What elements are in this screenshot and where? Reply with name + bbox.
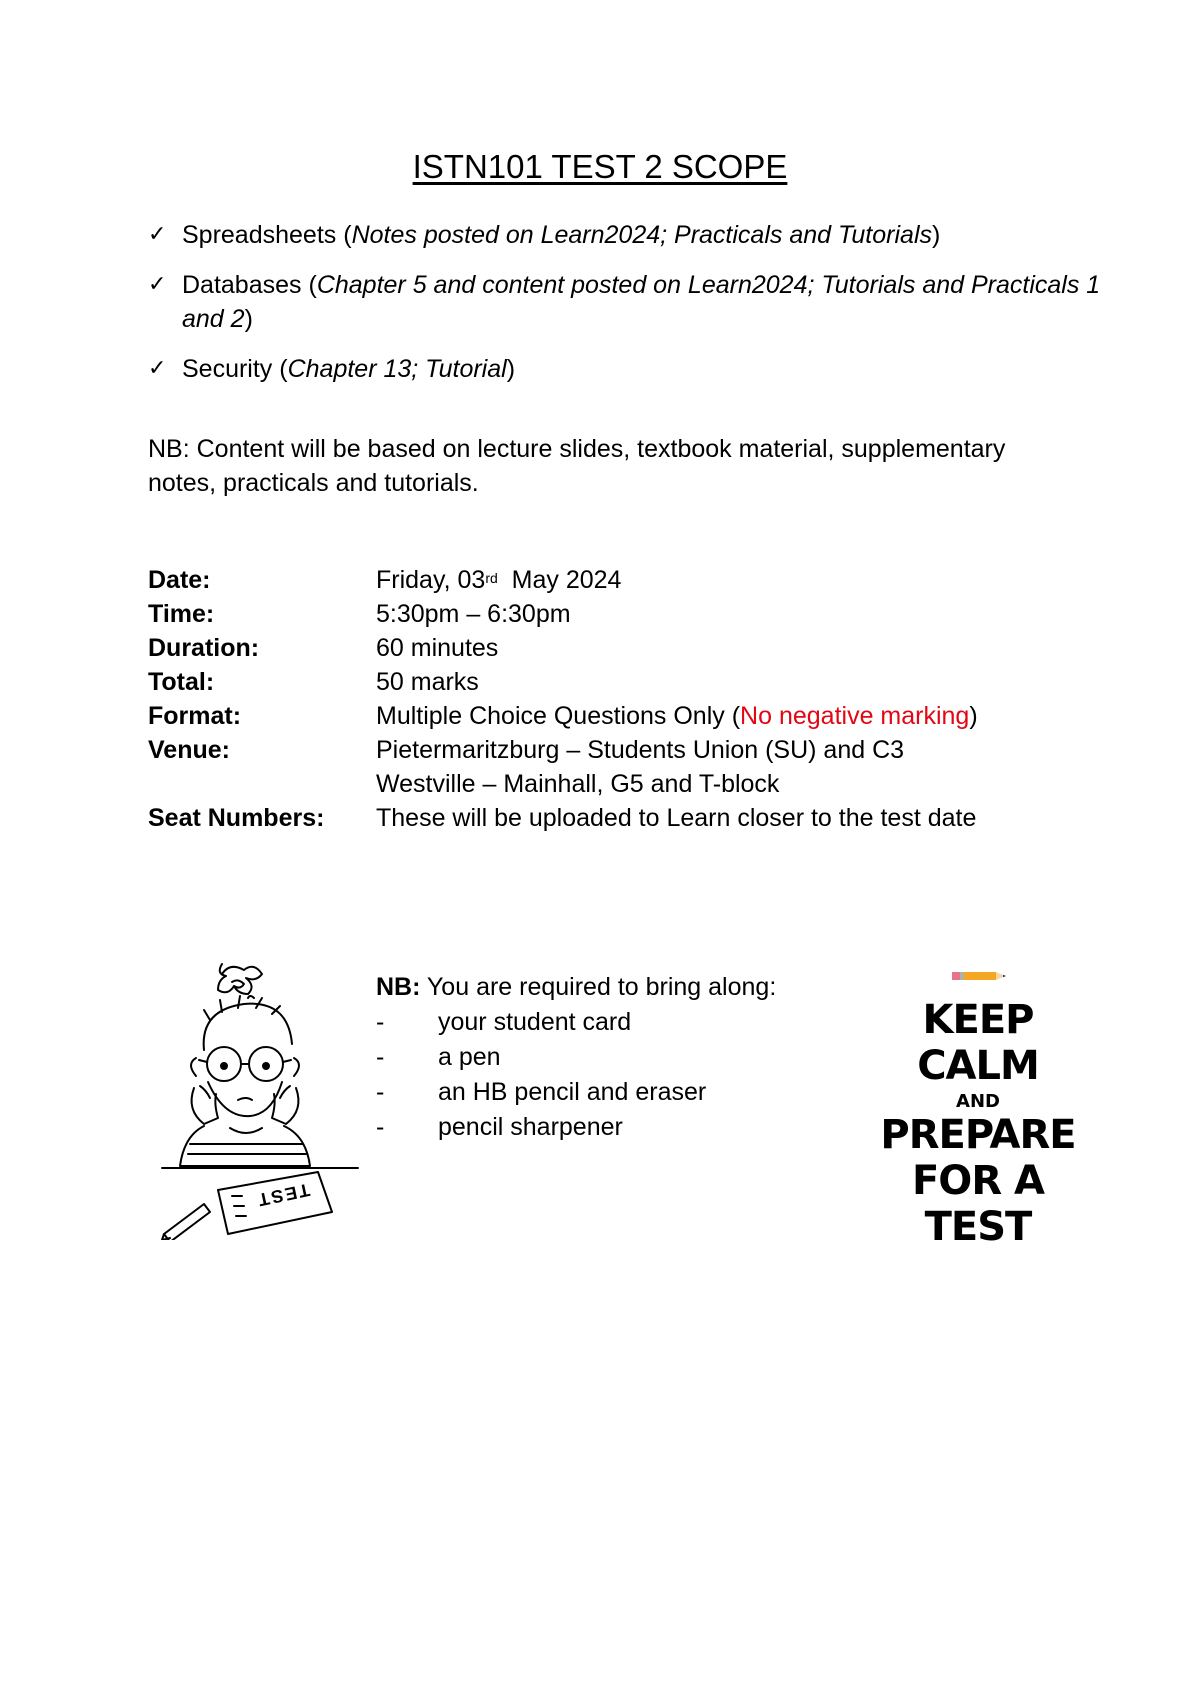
- topic-list: [148, 218, 1108, 402]
- venue-line-westville: Westville – Mainhall, G5 and T-block: [376, 770, 780, 798]
- topic-item-security: [148, 352, 1108, 386]
- dash-bullet: -: [376, 1008, 385, 1036]
- bring-item-text: your student card: [438, 1008, 632, 1036]
- paren-close: ): [932, 221, 941, 249]
- format-label: Format:: [148, 702, 242, 730]
- total-value: 50 marks: [376, 668, 479, 696]
- format-highlight: No negative marking: [740, 702, 970, 730]
- duration-value: 60 minutes: [376, 634, 499, 662]
- date-month-year: May 2024: [497, 566, 622, 594]
- detail-row-time: [148, 597, 1136, 631]
- topic-name: Spreadsheets: [182, 221, 337, 249]
- paren-open: (: [301, 271, 317, 299]
- check-icon: ✓: [148, 356, 167, 381]
- stressed-student-illustration: [160, 958, 360, 1240]
- poster-line-prepare: PREPARE: [880, 1112, 1076, 1158]
- date-day: Friday, 03: [376, 566, 486, 594]
- dash-bullet: -: [376, 1078, 385, 1106]
- seat-value: These will be uploaded to Learn closer to the test date: [376, 804, 977, 832]
- topic-name: Databases: [182, 271, 302, 299]
- total-label: Total:: [148, 668, 215, 696]
- bring-item: [376, 1075, 776, 1110]
- dash-bullet: -: [376, 1113, 385, 1141]
- format-value: [376, 699, 1136, 733]
- bring-intro: You are required to bring along:: [420, 973, 777, 1001]
- topic-detail: Chapter 13; Tutorial: [287, 355, 507, 383]
- date-value: [376, 563, 1136, 597]
- time-value: 5:30pm – 6:30pm: [376, 600, 571, 628]
- poster-line-calm: CALM: [917, 1043, 1039, 1089]
- format-text: Multiple Choice Questions Only (: [376, 702, 741, 730]
- poster-line-and: AND: [956, 1091, 1000, 1112]
- date-suffix: rd: [485, 570, 498, 586]
- topic-detail: Chapter 5 and content posted on Learn2024; Tutorials and Practicals 1 and 2: [182, 271, 1101, 333]
- pencil-icon: [950, 968, 1010, 984]
- dash-bullet: -: [376, 1043, 385, 1071]
- bring-item: [376, 1040, 776, 1075]
- bring-heading: [376, 970, 776, 1005]
- paren-close: ): [244, 305, 253, 333]
- seat-label: Seat Numbers:: [148, 804, 325, 832]
- bring-item: [376, 1110, 776, 1145]
- bring-nb-label: NB:: [376, 973, 421, 1001]
- venue-value: [376, 733, 1136, 801]
- paren-open: (: [272, 355, 288, 383]
- detail-row-venue: [148, 733, 1136, 801]
- bring-item-text: an HB pencil and eraser: [438, 1078, 707, 1106]
- topic-item-spreadsheets: [148, 218, 1108, 252]
- cartoon-test-label: TEST: [254, 1179, 312, 1211]
- detail-row-format: [148, 699, 1136, 733]
- keep-calm-poster: [858, 962, 1098, 1250]
- topic-name: Security: [182, 355, 273, 383]
- bring-item-text: a pen: [438, 1043, 501, 1071]
- detail-row-duration: [148, 631, 1136, 665]
- date-label: Date:: [148, 566, 211, 594]
- paren-open: (: [336, 221, 352, 249]
- time-label: Time:: [148, 600, 215, 628]
- topic-detail: Notes posted on Learn2024; Practicals and Tutorials: [351, 221, 932, 249]
- duration-label: Duration:: [148, 634, 260, 662]
- detail-row-total: [148, 665, 1136, 699]
- topic-item-databases: [148, 268, 1108, 336]
- bring-item-text: pencil sharpener: [438, 1113, 623, 1141]
- nb-note: NB: Content will be based on lecture slides, textbook material, supplementary notes, practicals and tutorials.: [148, 435, 1006, 497]
- check-icon: ✓: [148, 272, 167, 297]
- detail-row-date: [148, 563, 1136, 597]
- poster-line-for-a-test: FOR A TEST: [911, 1158, 1044, 1250]
- page-title: ISTN101 TEST 2 SCOPE: [412, 148, 788, 185]
- venue-line-pmb: Pietermaritzburg – Students Union (SU) and C3: [376, 736, 905, 764]
- detail-row-seat: [148, 801, 1136, 835]
- paren-close: ): [506, 355, 516, 383]
- test-details: [148, 563, 1136, 835]
- venue-label: Venue:: [148, 736, 230, 764]
- poster-line-keep: KEEP: [922, 997, 1034, 1043]
- check-icon: ✓: [148, 222, 167, 247]
- format-close: ): [969, 702, 978, 730]
- bring-item: [376, 1005, 776, 1040]
- bring-list: [376, 970, 776, 1145]
